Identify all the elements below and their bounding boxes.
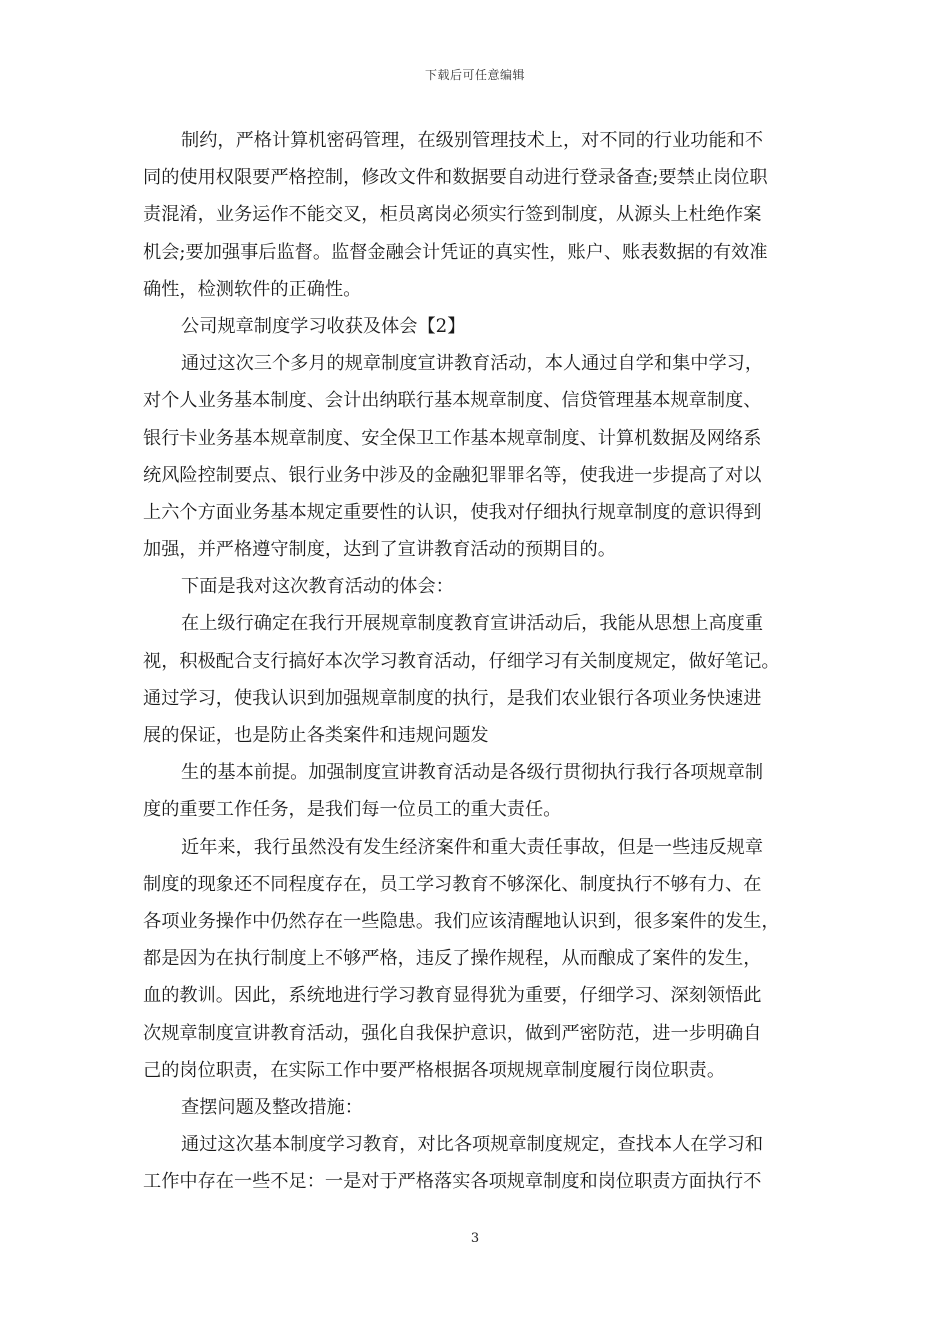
text-line: 责混淆，业务运作不能交叉，柜员离岗必须实行签到制度，从源头上杜绝作案 [143,204,762,226]
text-line: 加强，并严格遵守制度，达到了宣讲教育活动的预期目的。 [143,539,616,561]
text-line: 通过这次基本制度学习教育，对比各项规章制度规定，查找本人在学习和 [181,1134,764,1156]
text-line: 制度的现象还不同程度存在，员工学习教育不够深化、制度执行不够有力、在 [143,873,762,895]
page-header: 下载后可任意编辑 [424,68,525,82]
text-line: 通过这次三个多月的规章制度宣讲教育活动，本人通过自学和集中学习， [181,353,764,375]
text-line: 查摆问题及整改措施： [181,1096,363,1118]
text-line: 展的保证，也是防止各类案件和违规问题发 [143,725,489,746]
text-line: 对个人业务基本制度、会计出纳联行基本规章制度、信贷管理基本规章制度、 [143,390,762,412]
text-line: 各项业务操作中仍然存在一些隐患。我们应该清醒地认识到，很多案件的发生， [143,910,780,932]
text-line: 生的基本前提。加强制度宣讲教育活动是各级行贯彻执行我行各项规章制 [181,762,764,784]
page-number: 3 [470,1231,480,1246]
text-line: 近年来，我行虽然没有发生经济案件和重大责任事故，但是一些违反规章 [181,836,764,858]
text-line: 公司规章制度学习收获及体会【2】 [181,315,466,337]
text-line: 度的重要工作任务，是我们每一位员工的重大责任。 [143,799,562,821]
text-line: 都是因为在执行制度上不够严格，违反了操作规程，从而酿成了案件的发生， [143,948,762,970]
document-body [143,122,813,1200]
text-line: 视，积极配合支行搞好本次学习教育活动，仔细学习有关制度规定，做好笔记。 [143,650,780,672]
text-line: 确性，检测软件的正确性。 [143,278,362,300]
text-line: 银行卡业务基本规章制度、安全保卫工作基本规章制度、计算机数据及网络系 [143,427,762,449]
text-line: 血的教训。因此，系统地进行学习教育显得犹为重要，仔细学习、深刻领悟此 [143,985,762,1007]
text-line: 工作中存在一些不足：一是对于严格落实各项规章制度和岗位职责方面执行不 [143,1171,762,1193]
text-line: 次规章制度宣讲教育活动，强化自我保护意识，做到严密防范，进一步明确自 [143,1022,762,1044]
text-line: 统风险控制要点、银行业务中涉及的金融犯罪罪名等，使我进一步提高了对以 [143,464,762,486]
text-line: 在上级行确定在我行开展规章制度教育宣讲活动后，我能从思想上高度重 [181,613,764,635]
text-line: 机会;要加强事后监督。监督金融会计凭证的真实性，账户、账表数据的有效准 [143,241,768,263]
text-line: 通过学习，使我认识到加强规章制度的执行，是我们农业银行各项业务快速进 [143,687,762,709]
text-line: 同的使用权限要严格控制，修改文件和数据要自动进行登录备查;要禁止岗位职 [143,167,768,189]
text-line: 下面是我对这次教育活动的体会： [181,576,454,598]
text-line: 上六个方面业务基本规定重要性的认识，使我对仔细执行规章制度的意识得到 [143,501,762,523]
text-line: 己的岗位职责，在实际工作中要严格根据各项规规章制度履行岗位职责。 [143,1059,726,1081]
text-line: 制约，严格计算机密码管理，在级别管理技术上，对不同的行业功能和不 [181,130,764,151]
